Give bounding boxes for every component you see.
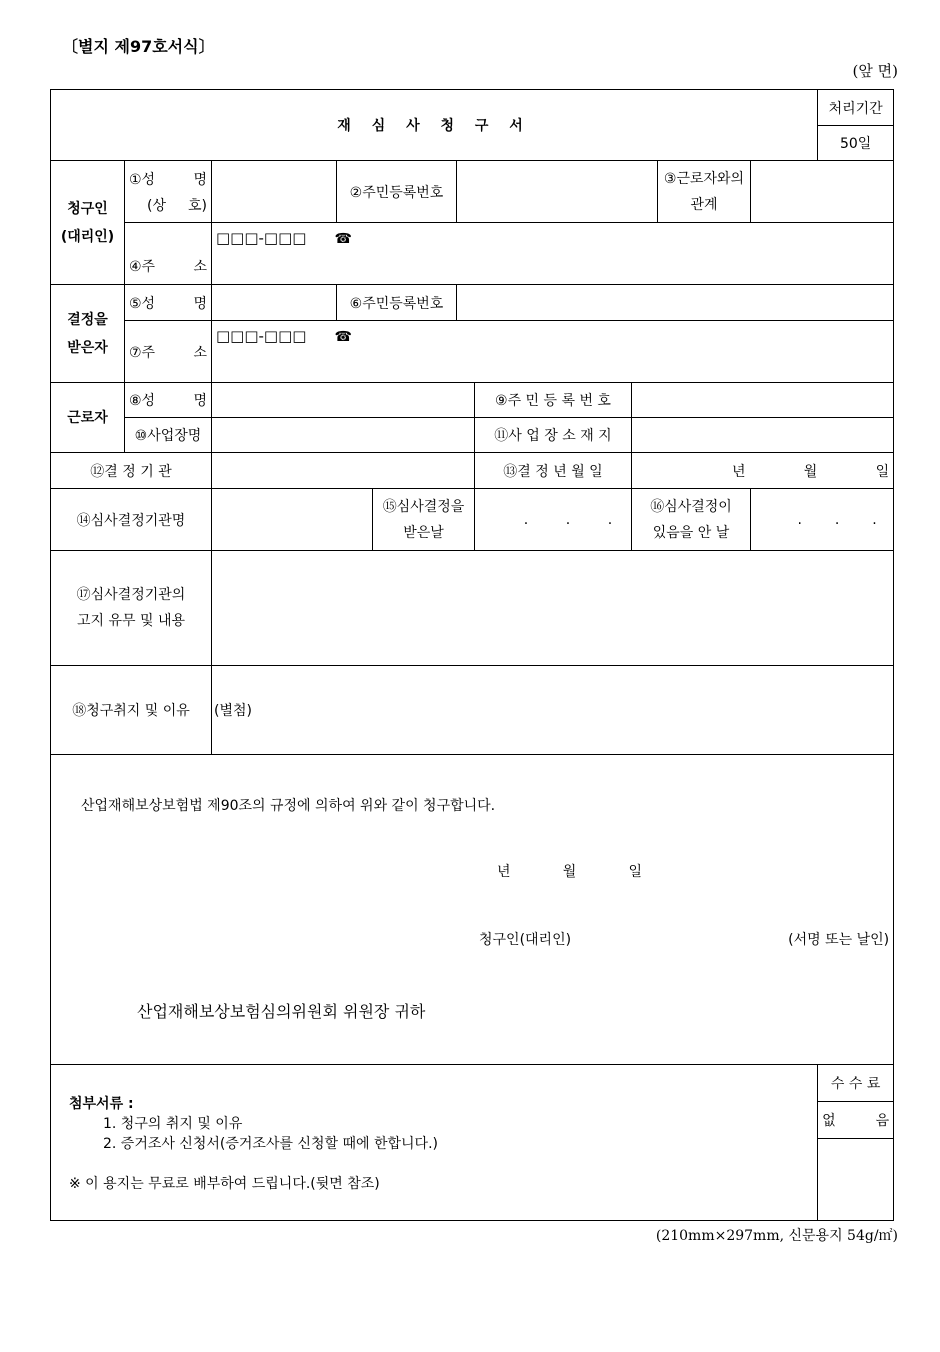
workplace-address-field[interactable] xyxy=(632,418,894,453)
phone-icon: ☎ xyxy=(334,328,352,345)
worker-group-label: 근로자 xyxy=(51,383,125,453)
purpose-label: ⑱청구취지 및 이유 xyxy=(51,666,212,755)
claimant-relation-field[interactable] xyxy=(751,161,894,223)
phone-icon: ☎ xyxy=(334,230,352,247)
claimant-name-label: ①성 명 (상 호) xyxy=(125,161,212,223)
free-distribution-note: ※ 이 용지는 무료로 배부하여 드립니다.(뒷면 참조) xyxy=(69,1176,380,1192)
workplace-name-label: ⑩사업장명 xyxy=(125,418,212,453)
purpose-field[interactable] xyxy=(212,666,894,755)
review-agency-label: ⑭심사결정기관명 xyxy=(51,489,212,551)
review-agency-field[interactable] xyxy=(212,489,373,551)
recipient-name-label: ⑤성 명 xyxy=(125,285,212,321)
claimant-relation-label: ③근로자와의 관계 xyxy=(658,161,751,223)
workplace-name-field[interactable] xyxy=(212,418,475,453)
decision-date-field[interactable]: 년 월 일 xyxy=(632,453,894,489)
recipient-rrn-field[interactable] xyxy=(457,285,894,321)
fee-stamp-area xyxy=(818,1139,894,1221)
attachment-item: 2. 증거조사 신청서(증거조사를 신청할 때에 한합니다.) xyxy=(103,1136,438,1152)
notice-label: ⑰심사결정기관의 고지 유무 및 내용 xyxy=(51,551,212,666)
decision-agency-label: ⑫결 정 기 관 xyxy=(51,453,212,489)
page-side-label: (앞 면) xyxy=(852,62,898,80)
review-request-form xyxy=(50,89,894,1221)
recipient-name-field[interactable] xyxy=(212,285,337,321)
worker-rrn-field[interactable] xyxy=(632,383,894,418)
review-received-label: ⑮심사결정을 받은날 xyxy=(373,489,475,551)
signature-label[interactable]: (서명 또는 날인) xyxy=(788,932,890,948)
claimant-zip: □□□-□□□ xyxy=(216,228,307,247)
recipient-zip: □□□-□□□ xyxy=(216,326,307,345)
claimant-rrn-label: ②주민등록번호 xyxy=(337,161,457,223)
paper-spec-note: (210mm×297mm, 신문용지 54g/㎡) xyxy=(655,1228,898,1244)
worker-name-field[interactable] xyxy=(212,383,475,418)
purpose-value: (별첨) xyxy=(214,703,252,719)
claimant-group-label: 청구인 (대리인) xyxy=(51,161,125,285)
worker-rrn-label: ⑨주 민 등 록 번 호 xyxy=(475,383,632,418)
recipient-address-field[interactable] xyxy=(212,321,894,383)
processing-period-label: 처리기간 xyxy=(818,90,894,126)
form-title: 재 심 사 청 구 서 xyxy=(51,90,818,161)
form-number: 〔별지 제97호서식〕 xyxy=(62,37,215,56)
worker-name-label: ⑧성 명 xyxy=(125,383,212,418)
attachment-item: 1. 청구의 취지 및 이유 xyxy=(103,1116,243,1132)
fee-label: 수 수 료 xyxy=(818,1065,894,1102)
processing-period-value: 50일 xyxy=(818,126,894,161)
declaration-section xyxy=(51,755,894,1065)
review-known-field[interactable]: . . . xyxy=(751,489,894,551)
declaration-claimant: 청구인(대리인) xyxy=(479,932,572,948)
recipient-address-label: ⑦주 소 xyxy=(125,321,212,383)
claimant-address-label: ④주 소 xyxy=(125,223,212,285)
recipient-addressee: 산업재해보상보험심의위원회 위원장 귀하 xyxy=(137,1002,426,1021)
claimant-rrn-field[interactable] xyxy=(457,161,658,223)
fee-value: 없 음 xyxy=(818,1102,894,1139)
attachments-title: 첨부서류 : xyxy=(69,1096,134,1112)
claimant-name-field[interactable] xyxy=(212,161,337,223)
claimant-address-field[interactable] xyxy=(212,223,894,285)
review-received-field[interactable]: . . . xyxy=(475,489,632,551)
recipient-rrn-label: ⑥주민등록번호 xyxy=(337,285,457,321)
declaration-date[interactable]: 년 월 일 xyxy=(497,864,642,880)
decision-agency-field[interactable] xyxy=(212,453,475,489)
notice-field[interactable] xyxy=(212,551,894,666)
recipient-group-label: 결정을 받은자 xyxy=(51,285,125,383)
workplace-address-label: ⑪사 업 장 소 재 지 xyxy=(475,418,632,453)
review-known-label: ⑯심사결정이 있음을 안 날 xyxy=(632,489,751,551)
attachments-section xyxy=(51,1065,818,1221)
law-statement: 산업재해보상보험법 제90조의 규정에 의하여 위와 같이 청구합니다. xyxy=(81,798,496,814)
decision-date-label: ⑬결 정 년 월 일 xyxy=(475,453,632,489)
